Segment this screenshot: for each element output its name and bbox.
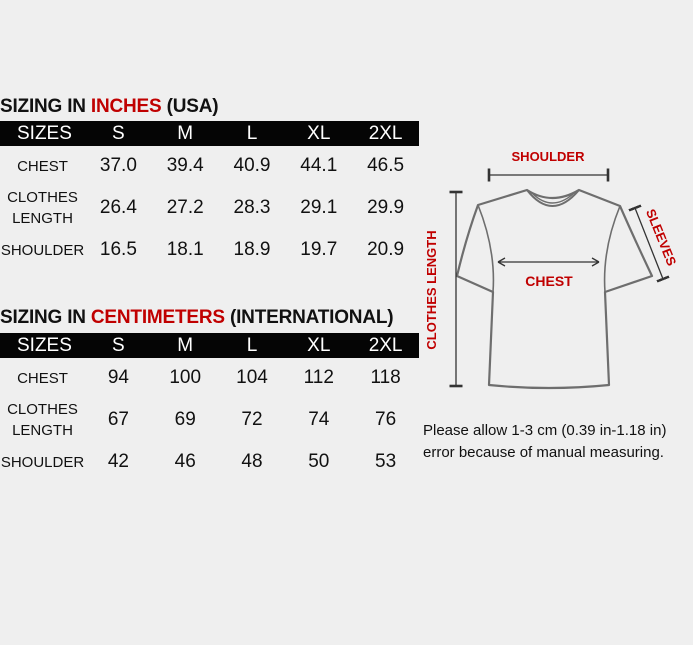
cell: 50 [308, 451, 330, 472]
cell: 46.5 [367, 155, 405, 176]
row-label-shoulder: SHOULDER [0, 453, 85, 471]
header-xl: XL [285, 333, 352, 358]
cell: 19.7 [300, 239, 338, 260]
cell: 76 [375, 409, 397, 430]
cell: 26.4 [99, 197, 137, 218]
cell: 42 [107, 451, 129, 472]
cell: 48 [241, 451, 263, 472]
header-xl: XL [285, 121, 352, 146]
header-2xl: 2XL [352, 333, 419, 358]
measurement-note: Please allow 1-3 cm (0.39 in-1.18 in) error because of manual measuring. [423, 422, 667, 461]
cm-unit: CENTIMETERS [90, 307, 225, 328]
row-label-shoulder: SHOULDER [0, 241, 85, 259]
cell: 104 [236, 367, 268, 388]
cell: 69 [174, 409, 196, 430]
cell: 94 [107, 367, 129, 388]
cell: 40.9 [233, 155, 271, 176]
cell: 18.9 [233, 239, 271, 260]
sleeves-label: SLEEVES [642, 206, 680, 268]
header-sizes: SIZES [0, 121, 85, 146]
cell: 37.0 [99, 155, 137, 176]
cell: 18.1 [166, 239, 204, 260]
shoulder-label: SHOULDER [511, 149, 585, 164]
header-m: M [152, 121, 219, 146]
cell: 53 [375, 451, 397, 472]
header-2xl: 2XL [352, 121, 419, 146]
cm-title: SIZING IN CENTIMETERS (INTERNATIONAL) [0, 307, 394, 328]
tshirt-outline [457, 190, 652, 388]
header-l: L [219, 121, 286, 146]
clothes-length-label: CLOTHES LENGTH [424, 230, 439, 350]
cell: 29.1 [300, 197, 338, 218]
cell: 20.9 [367, 239, 405, 260]
cell: 27.2 [166, 197, 204, 218]
row-label-chest: CHEST [17, 369, 68, 387]
header-s: S [85, 333, 152, 358]
inches-title: SIZING IN INCHES (USA) [0, 96, 219, 117]
header-m: M [152, 333, 219, 358]
header-l: L [219, 333, 286, 358]
row-label-clothes-length: CLOTHES LENGTH [7, 189, 78, 227]
cell: 74 [308, 409, 330, 430]
chest-label: CHEST [525, 273, 573, 289]
header-sizes: SIZES [0, 333, 85, 358]
cell: 39.4 [166, 155, 204, 176]
cell: 112 [303, 367, 334, 388]
cell: 100 [169, 367, 202, 388]
cell: 28.3 [233, 197, 271, 218]
row-label-clothes-length: CLOTHES LENGTH [7, 401, 78, 439]
cell: 44.1 [300, 155, 338, 176]
cell: 72 [241, 409, 263, 430]
row-label-chest: CHEST [17, 157, 68, 175]
cell: 46 [174, 451, 196, 472]
cell: 67 [107, 409, 129, 430]
inches-unit: INCHES [90, 96, 162, 117]
cell: 118 [370, 367, 401, 388]
header-s: S [85, 121, 152, 146]
cell: 29.9 [367, 197, 405, 218]
cell: 16.5 [99, 239, 137, 260]
